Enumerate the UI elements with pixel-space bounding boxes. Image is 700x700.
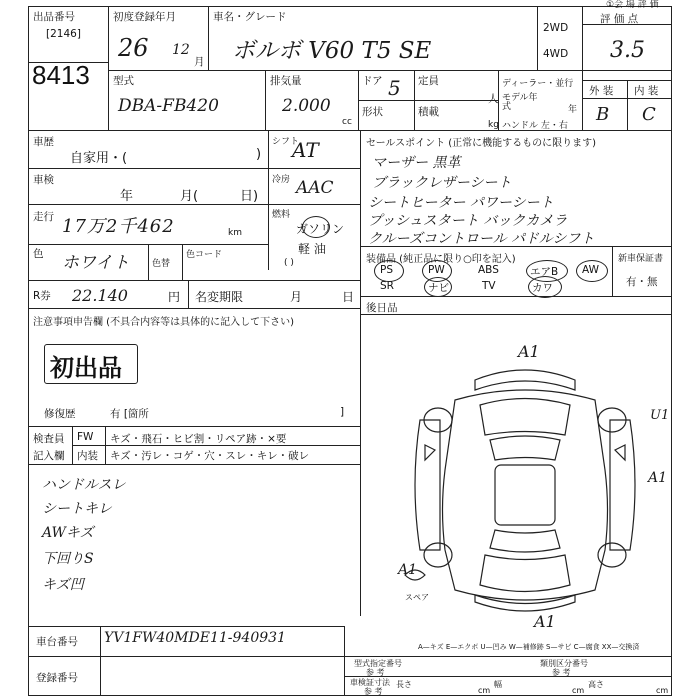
- displacement-value: 2.000: [282, 96, 331, 116]
- inspection-year: 年: [120, 189, 134, 204]
- wheel-rl: [424, 543, 452, 567]
- divider: [28, 204, 360, 205]
- handwritten-note-3: AWキズ: [42, 525, 94, 541]
- divider: [148, 244, 149, 280]
- capacity-label: 定員: [418, 75, 439, 87]
- divider: [344, 626, 345, 696]
- model-year-unit: 年: [568, 105, 578, 115]
- car-roof: [495, 465, 555, 525]
- divider: [360, 314, 672, 315]
- divider: [360, 246, 672, 247]
- model-value: DBA-FB420: [118, 96, 219, 116]
- mark-rear: A1: [534, 612, 556, 631]
- divider: [265, 70, 266, 130]
- new-warranty-label: 新車保証書: [618, 254, 664, 264]
- divider: [537, 6, 538, 70]
- length-label: 長さ: [396, 680, 412, 689]
- legend: A—キズ E—エクボ U—凹み W—補修跡 S—サビ C—腐食 XX—交換済: [418, 643, 640, 651]
- grade-label: 評 価 点: [600, 13, 639, 25]
- door-value: 5: [388, 76, 401, 100]
- reg-month-unit: 月: [194, 56, 205, 68]
- inspection-day: 日): [240, 189, 259, 204]
- width-label: 幅: [494, 680, 502, 689]
- repair-label: 修復歴: [44, 408, 76, 420]
- equipment-leather: カワ: [532, 282, 553, 294]
- sales-point-4: プッシュスタート バックカメラ: [368, 213, 568, 229]
- size-ref: 参 考: [364, 687, 383, 696]
- car-front-bumper: [475, 370, 575, 390]
- handwritten-note-5: キズ凹: [42, 577, 84, 593]
- fuel-gas: ガソリン: [296, 222, 345, 236]
- mileage-unit: km: [228, 228, 242, 238]
- model-label: 型式: [113, 75, 134, 87]
- lot-label: 出品番号: [33, 11, 75, 23]
- handwritten-note-1: ハンドルスレ: [42, 477, 126, 493]
- equipment-title: 装備品 (純正品に限り○印を記入): [366, 254, 516, 265]
- expiry-label: 名変期限: [195, 290, 244, 304]
- notes-title: 注意事項申告欄 (不具合内容等は具体的に記入して下さい): [33, 317, 294, 328]
- divider: [188, 280, 189, 308]
- circle-aw: [576, 260, 608, 282]
- color-value: ホワイト: [62, 253, 130, 273]
- load-unit: kg: [488, 120, 499, 130]
- top-right-text: ①会 場 評 価: [606, 0, 659, 10]
- lot-number: 8413: [32, 60, 90, 90]
- recycle-label: R券: [33, 290, 51, 302]
- divider: [28, 626, 344, 627]
- car-right-side: [610, 420, 635, 550]
- handle-label: ハンドル 左・右: [502, 121, 568, 131]
- interior-label: 内装: [77, 450, 98, 462]
- sales-point-2: ブラックレザーシート: [372, 175, 512, 191]
- grade-value: 3.5: [610, 38, 645, 63]
- sales-point-5: クルーズコントロール パドルシフト: [368, 231, 595, 247]
- ext-label: 外 装: [589, 85, 614, 97]
- circle-ps: [374, 260, 404, 282]
- capacity-unit: 人: [488, 93, 499, 105]
- interior-text: キズ・汚レ・コゲ・穴・スレ・キレ・破レ: [110, 450, 310, 462]
- divider: [344, 676, 672, 677]
- warranty-value: 有・無: [626, 276, 658, 288]
- load-label: 積載: [418, 106, 439, 118]
- history-value: 自家用・(: [70, 151, 128, 166]
- mark-rear-left: A1: [398, 562, 418, 578]
- mark-right-side: A1: [648, 470, 668, 486]
- mirror-left: [425, 445, 435, 460]
- divider: [358, 100, 498, 101]
- expiry-month: 月: [290, 290, 303, 304]
- divider: [268, 130, 269, 270]
- car-left-side: [415, 420, 440, 550]
- fw-label: FW: [77, 431, 94, 443]
- column-divider: [360, 130, 361, 616]
- width-unit: cm: [572, 686, 585, 695]
- type-cert-ref: 参 考: [366, 668, 385, 677]
- equipment-pw: PW: [428, 264, 445, 276]
- car-windshield: [490, 436, 560, 460]
- color-code-label: 色コード: [186, 250, 223, 260]
- repair-value: 有 [箇所: [110, 408, 149, 420]
- fuel-diesel: 軽 油: [298, 242, 326, 256]
- divider: [612, 246, 613, 296]
- fuel-paren: ( ): [284, 258, 294, 268]
- equipment-navi: ナビ: [428, 282, 449, 294]
- divider: [28, 168, 360, 169]
- drive-2wd: 2WD: [543, 22, 569, 34]
- int-value: C: [642, 104, 656, 125]
- height-unit: cm: [656, 686, 669, 695]
- fw-text: キズ・飛石・ヒビ割・リペア跡・×要: [110, 433, 287, 445]
- mileage-label: 走行: [33, 211, 54, 223]
- lot-sub: [2146]: [46, 28, 81, 40]
- chassis-label: 車台番号: [36, 636, 78, 648]
- after-label: 後日品: [366, 302, 398, 314]
- entry-label: 記入欄: [33, 450, 65, 462]
- equipment-abs: ABS: [478, 264, 499, 276]
- car-body-outline: [443, 390, 608, 600]
- divider: [28, 280, 360, 281]
- divider: [28, 656, 672, 657]
- handwritten-note-2: シートキレ: [42, 501, 112, 517]
- spare-label: スペア: [405, 593, 429, 602]
- car-hood: [480, 399, 570, 436]
- fuel-label: 燃料: [272, 210, 291, 220]
- reg-month: 12: [172, 42, 190, 58]
- divider: [182, 244, 183, 280]
- int-label: 内 装: [634, 85, 659, 97]
- divider: [582, 24, 672, 25]
- equipment-airbag: エアB: [530, 266, 559, 278]
- reg-year: 26: [118, 34, 149, 62]
- shift-label: シフト: [272, 137, 300, 147]
- equipment-ps: PS: [380, 264, 393, 276]
- sales-point-3: シートヒーター パワーシート: [368, 195, 554, 211]
- reg-no-label: 登録番号: [36, 672, 78, 684]
- inspector-label: 検査員: [33, 433, 65, 445]
- divider: [100, 626, 101, 696]
- class-label: 類別区分番号: [540, 659, 588, 668]
- expiry-day: 日: [342, 290, 355, 304]
- shift-value: AT: [292, 138, 319, 162]
- size-label: 車検証寸法: [350, 678, 390, 687]
- color-label: 色: [33, 248, 44, 260]
- drive-4wd: 4WD: [543, 48, 569, 60]
- circle-navi: [424, 277, 452, 297]
- sales-title: セールスポイント (正常に機能するものに限ります): [366, 138, 597, 149]
- inspection-label: 車検: [33, 174, 54, 186]
- inspection-month: 月(: [180, 189, 199, 204]
- divider: [360, 296, 672, 297]
- fuel-gas-circle: [302, 216, 330, 238]
- divider: [28, 464, 360, 465]
- door-label: ドア: [362, 75, 383, 87]
- mirror-right: [615, 445, 625, 460]
- divider: [108, 6, 109, 130]
- displacement-unit: cc: [342, 117, 352, 127]
- car-name: ボルボ V60 T5 SE: [232, 38, 432, 64]
- equipment-sr: SR: [380, 280, 394, 292]
- ac-value: AAC: [296, 178, 334, 198]
- sales-point-1: マーザー 黒革: [372, 155, 461, 171]
- divider: [582, 98, 672, 99]
- recycle-unit: 円: [168, 290, 181, 304]
- name-label: 車名・グレード: [213, 11, 287, 23]
- mileage-value: 17万2千462: [62, 216, 175, 237]
- ext-value: B: [596, 104, 610, 125]
- divider: [414, 70, 415, 130]
- reg-label: 初度登録年月: [113, 11, 176, 23]
- class-ref: 参 考: [552, 668, 571, 677]
- car-rear-window: [490, 530, 560, 552]
- divider: [28, 426, 360, 427]
- color-replace-label: 色替: [152, 259, 171, 269]
- divider: [627, 80, 628, 130]
- first-listing: 初出品: [50, 354, 122, 382]
- chassis-value: YV1FW40MDE11-940931: [104, 630, 286, 646]
- divider: [28, 308, 360, 309]
- history-label: 車歴: [33, 136, 54, 148]
- ac-label: 冷房: [272, 175, 291, 185]
- car-diagram: [380, 350, 670, 620]
- handwritten-note-4: 下回りS: [42, 551, 94, 567]
- height-label: 高さ: [588, 680, 604, 689]
- divider: [208, 6, 209, 70]
- recycle-value: 22.140: [72, 286, 128, 305]
- wheel-rr: [598, 543, 626, 567]
- divider: [108, 70, 672, 71]
- displacement-label: 排気量: [270, 75, 302, 87]
- history-close: ): [256, 147, 262, 162]
- circle-leather: [528, 276, 562, 298]
- divider: [28, 130, 672, 131]
- equipment-aw: AW: [582, 264, 599, 276]
- divider: [105, 426, 106, 464]
- divider: [72, 445, 360, 446]
- dealer-label: ディーラー・並行: [502, 79, 574, 89]
- mark-front: A1: [518, 342, 540, 361]
- model-year-label: モデル年式: [502, 93, 538, 112]
- repair-close: ]: [340, 406, 345, 418]
- type-cert-label: 型式指定番号: [354, 659, 402, 668]
- car-trunk: [480, 555, 570, 592]
- shape-label: 形状: [362, 106, 383, 118]
- mark-front-right: U1: [650, 408, 670, 423]
- equipment-tv: TV: [482, 280, 496, 292]
- length-unit: cm: [478, 686, 491, 695]
- divider: [498, 70, 499, 130]
